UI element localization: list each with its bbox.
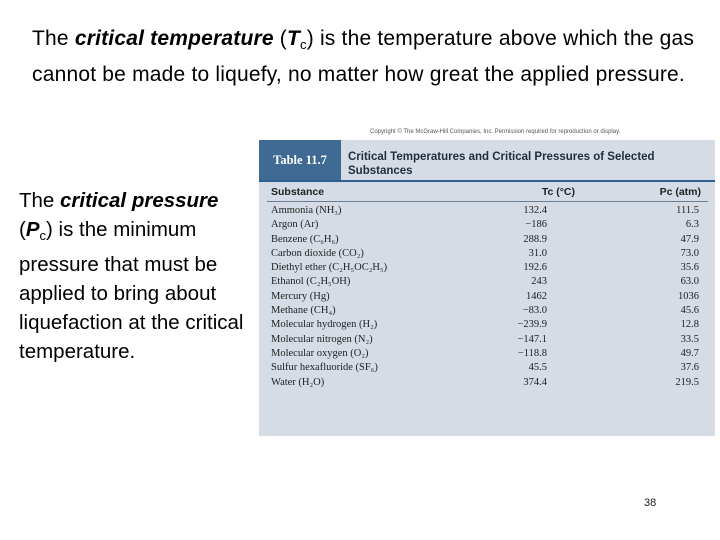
tc-cell: 45.5 [528,362,547,374]
tc-cell: 288.9 [523,233,547,245]
side-term: critical pressure [60,189,219,212]
side-text-before: The [19,189,61,212]
tc-cell: −83.0 [522,305,547,317]
table-row [259,377,715,391]
pc-cell: 111.5 [676,205,699,216]
side-symbol: P [25,218,40,241]
table-row [259,219,715,233]
tc-cell: 192.6 [523,262,547,274]
pc-cell: 219.5 [675,376,699,388]
intro-symbol: T [286,27,301,50]
substance-cell: Ammonia (NH₃) [271,205,342,216]
pc-cell: 49.7 [680,347,699,359]
table-row [259,348,715,362]
table-row [259,334,715,348]
column-header-tc: Tc (°C) [541,186,575,198]
substance-cell: Carbon dioxide (CO₂) [271,247,364,259]
substance-cell: Benzene (C₆H₆) [271,233,339,245]
column-header-pc: Pc (atm) [659,186,701,198]
table-title: Critical Temperatures and Critical Pressures of Selected Substances [348,151,655,177]
table-row [259,276,715,290]
table-tag: Table 11.7 [259,140,341,180]
pc-cell: 63.0 [680,276,699,288]
pc-cell: 6.3 [685,219,699,231]
tc-cell: 31.0 [528,247,547,259]
intro-text-before: The [32,27,75,50]
pc-cell: 12.8 [680,319,699,331]
pc-cell: 1036 [678,290,699,302]
table-header-bar [259,140,715,182]
page-number: 38 [644,497,657,509]
table-row [259,205,715,219]
tc-cell: 132.4 [523,205,547,216]
table-row [259,248,715,262]
substance-cell: Sulfur hexafluoride (SF₆) [271,362,378,374]
pc-cell: 37.6 [680,362,699,374]
pc-cell: 73.0 [680,247,699,259]
side-text-after: ) is the minimum pressure that must be applied to bring about liquefaction at the critical temperature. [19,218,244,363]
table-row [259,291,715,305]
table-row [259,262,715,276]
table-rows [259,205,715,391]
tc-cell: 1462 [526,290,547,302]
column-header-rule [267,201,708,202]
tc-cell: −186 [525,219,547,231]
table-row [259,305,715,319]
substance-cell: Water (H₂O) [271,376,325,388]
tc-cell: −239.9 [517,319,547,331]
tc-cell: −118.8 [517,347,547,359]
substance-cell: Molecular oxygen (O₂) [271,347,369,359]
intro-text-after: ) is the temperature above which the gas cannot be made to liquefy, no matter how great the applied pressure. [32,27,695,86]
pc-cell: 33.5 [680,333,699,345]
substance-cell: Mercury (Hg) [271,290,330,302]
tc-cell: 374.4 [523,376,547,388]
copyright-notice: Copyright © The McGraw-Hill Companies, Inc. Permission required for reproduction or display. [370,129,621,135]
column-header-substance: Substance [271,186,325,198]
critical-values-table [259,140,715,436]
table-row [259,319,715,333]
table-row [259,362,715,376]
pc-cell: 35.6 [680,262,699,274]
pc-cell: 47.9 [680,233,699,245]
tc-cell: 243 [531,276,547,288]
intro-symbol-sub: c [300,37,307,52]
intro-paragraph: The critical temperature $(T_c)$ is the temperature above which the gas cannot be made to liquefy, no matter how great the applied pressure. [32,27,695,86]
pc-cell: 45.6 [680,305,699,317]
substance-cell: Argon (Ar) [271,219,319,231]
substance-cell: Molecular nitrogen (N₂) [271,333,373,345]
substance-cell: Diethyl ether (C₂H₅OC₂H₅) [271,262,388,274]
table-row [259,234,715,248]
tc-cell: −147.1 [517,333,547,345]
substance-cell: Methane (CH₄) [271,305,336,317]
substance-cell: Ethanol (C₂H₅OH) [271,276,351,288]
side-symbol-sub: c [39,228,47,243]
substance-cell: Molecular hydrogen (H₂) [271,319,378,331]
intro-term: critical temperature [74,27,274,50]
side-paragraph: The critical pressure $(P_c)$ is the minimum pressure that must be applied to bring about liquefaction at the critical temperature. [19,189,244,363]
